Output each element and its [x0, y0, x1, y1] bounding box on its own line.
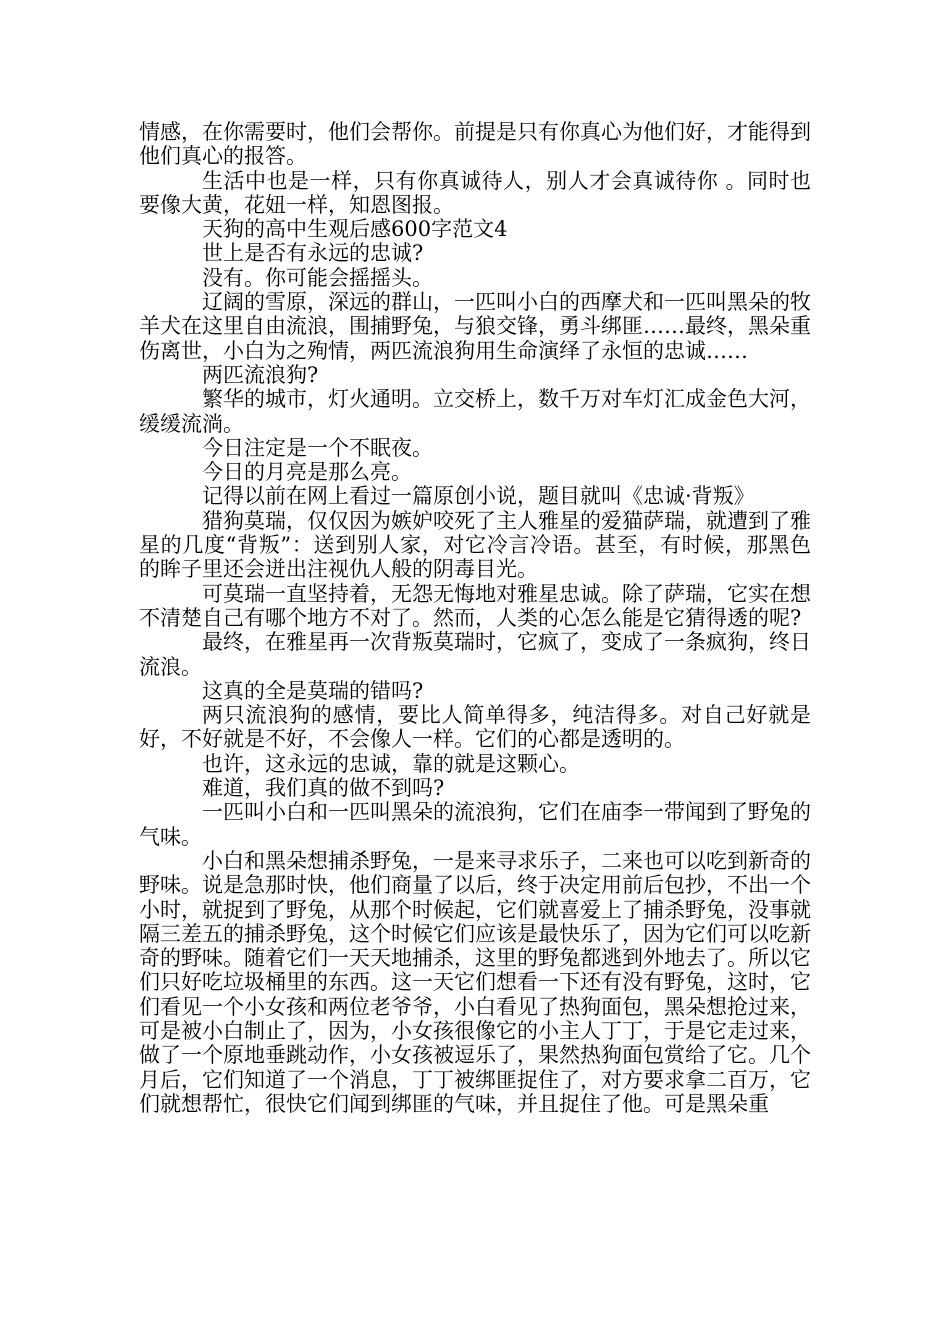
- paragraph-10: 今日的月亮是那么亮。: [202, 460, 412, 485]
- paragraph-14: 最终，在雅星再一次背叛莫瑞时，它疯了，变成了一条疯狗，终日流浪。: [139, 630, 811, 679]
- paragraph-13: 可莫瑞一直坚持着，无怨无悔地对雅星忠诚。除了萨瑞，它实在想不清楚自己有哪个地方不对了。然而，人类的心怎么能是它猜得透的呢?: [139, 581, 811, 630]
- section-heading: 天狗的高中生观后感600字范文4: [202, 217, 508, 242]
- paragraph-7: 两匹流浪狗?: [202, 362, 319, 387]
- paragraph-15: 这真的全是莫瑞的错吗?: [202, 678, 424, 703]
- paragraph-4: 世上是否有永远的忠诚?: [202, 241, 424, 266]
- paragraph-17: 也许，这永远的忠诚，靠的就是这颗心。: [202, 751, 580, 776]
- paragraph-6: 辽阔的雪原，深远的群山，一匹叫小白的西摩犬和一匹叫黑朵的牧羊犬在这里自由流浪，围捕野兔，与狼交锋，勇斗绑匪……最终，黑朵重伤离世，小白为之殉情，两匹流浪狗用生命演绎了永恒的忠诚……: [139, 290, 811, 363]
- paragraph-5: 没有。你可能会摇摇头。: [202, 265, 433, 290]
- paragraph-16: 两只流浪狗的感情，要比人简单得多，纯洁得多。对自己好就是好，不好就是不好，不会像人一样。它们的心都是透明的。: [139, 703, 811, 752]
- paragraph-2: 生活中也是一样，只有你真诚待人，别人才会真诚待你 。同时也要像大黄，花妞一样，知恩图报。: [139, 168, 811, 217]
- paragraph-1: 情感，在你需要时，他们会帮你。前提是只有你真心为他们好，才能得到他们真心的报答。: [139, 120, 811, 169]
- paragraph-20: 小白和黑朵想捕杀野兔，一是来寻求乐子，二来也可以吃到新奇的野味。说是急那时快，他们商量了以后，终于决定用前后包抄，不出一个小时，就捉到了野兔，从那个时候起，它们就喜爱上了捕杀野兔，没事就隔三差五的捕杀野兔，这个时候它们应该是最快乐了，因为它们可以吃新奇的野味。随着它们一天天地捕杀，这里的野兔都逃到外地去了。所以它们只好吃垃圾桶里的东西。这一天它们想看一下还有没有野兔，这时，它们看见一个小女孩和两位老爷爷，小白看见了热狗面包，黑朵想抢过来，可是被小白制止了，因为，小女孩很像它的小主人丁丁，于是它走过来，做了一个原地垂跳动作，小女孩被逗乐了，果然热狗面包赏给了它。几个月后，它们知道了一个消息，丁丁被绑匪捉住了，对方要求拿二百万，它们就想帮忙，很快它们闻到绑匪的气味，并且捉住了他。可是黑朵重: [139, 848, 811, 1116]
- paragraph-18: 难道，我们真的做不到吗?: [202, 776, 445, 801]
- paragraph-11: 记得以前在网上看过一篇原创小说，题目就叫《忠诚·背叛》: [202, 484, 755, 509]
- paragraph-12: 猎狗莫瑞，仅仅因为嫉妒咬死了主人雅星的爱猫萨瑞，就遭到了雅星的几度“背叛”：送到别人家，对它冷言冷语。甚至，有时候，那黑色的眸子里还会迸出注视仇人般的阴毒目光。: [139, 508, 811, 582]
- paragraph-9: 今日注定是一个不眠夜。: [202, 435, 433, 460]
- paragraph-19: 一匹叫小白和一匹叫黑朵的流浪狗，它们在庙李一带闻到了野兔的气味。: [139, 800, 811, 849]
- paragraph-8: 繁华的城市，灯火通明。立交桥上，数千万对车灯汇成金色大河，缓缓流淌。: [139, 387, 811, 436]
- body-text: [139, 120, 811, 1116]
